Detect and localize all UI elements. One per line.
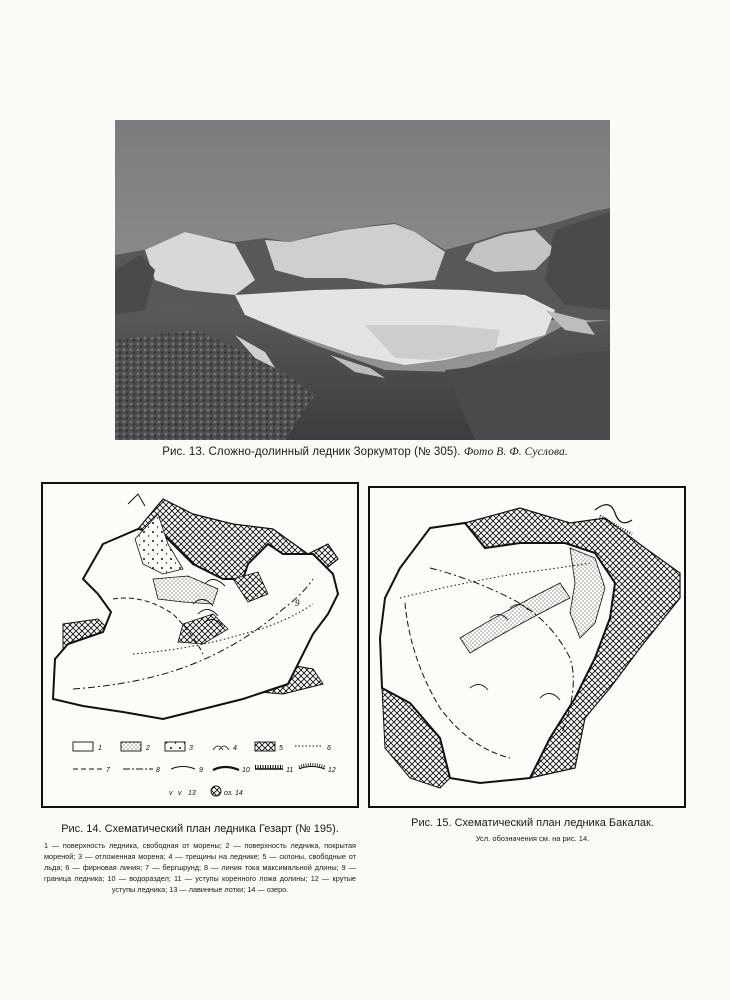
svg-text:9: 9	[199, 767, 203, 774]
svg-text:v: v	[169, 790, 173, 797]
svg-text:13: 13	[188, 790, 196, 797]
glacier-photo	[115, 120, 610, 440]
svg-text:10: 10	[242, 767, 250, 774]
svg-text:оз. 14: оз. 14	[224, 790, 243, 797]
svg-text:8: 8	[156, 767, 160, 774]
figure-13-caption	[100, 446, 630, 458]
figure-14-legend-text: 1 — поверхность ледника, свободная от морены; 2 — поверхность ледника, покрытая мореной; 3 — отложенная морена; 4 — трещины на леднике; 5 — склоны, свободные от льда; 6 — фирновая линия; 7 — бергшрунд; 8 — линия тока максимальной длины; 9 — граница ледника; 10 — водораздел; 11 — уступы коренного ложа долины; 12 — крутые уступы ледника; 13 — лавинные лотки; 14 — озеро.	[44, 841, 356, 894]
map-14-label-9: 9	[295, 598, 300, 608]
figure-14-map	[41, 482, 359, 808]
figure-14-title: Рис. 14. Схематический план ледника Гезарт (№ 195).	[61, 823, 339, 835]
svg-text:11: 11	[286, 767, 294, 774]
svg-text:v: v	[178, 790, 182, 797]
svg-text:7: 7	[106, 767, 110, 774]
svg-text:12: 12	[328, 767, 336, 774]
figure-15-title: Рис. 15. Схематический план ледника Бакалак.	[411, 817, 654, 829]
figure-15-map	[368, 486, 686, 808]
map-14-legend	[73, 742, 336, 797]
figure-13-photo-credit: Фото В. Ф. Суслова.	[463, 446, 568, 458]
figure-15-note: Усл. обозначения см. на рис. 14.	[475, 834, 590, 843]
svg-text:3: 3	[189, 745, 193, 752]
svg-text:4: 4	[233, 745, 237, 752]
svg-text:1: 1	[98, 745, 102, 752]
svg-text:6: 6	[327, 745, 331, 752]
svg-text:5: 5	[279, 745, 283, 752]
svg-text:2: 2	[146, 745, 150, 752]
figure-13-caption-text: Рис. 13. Сложно-долинный ледник Зоркумтор (№ 305).	[162, 446, 464, 458]
